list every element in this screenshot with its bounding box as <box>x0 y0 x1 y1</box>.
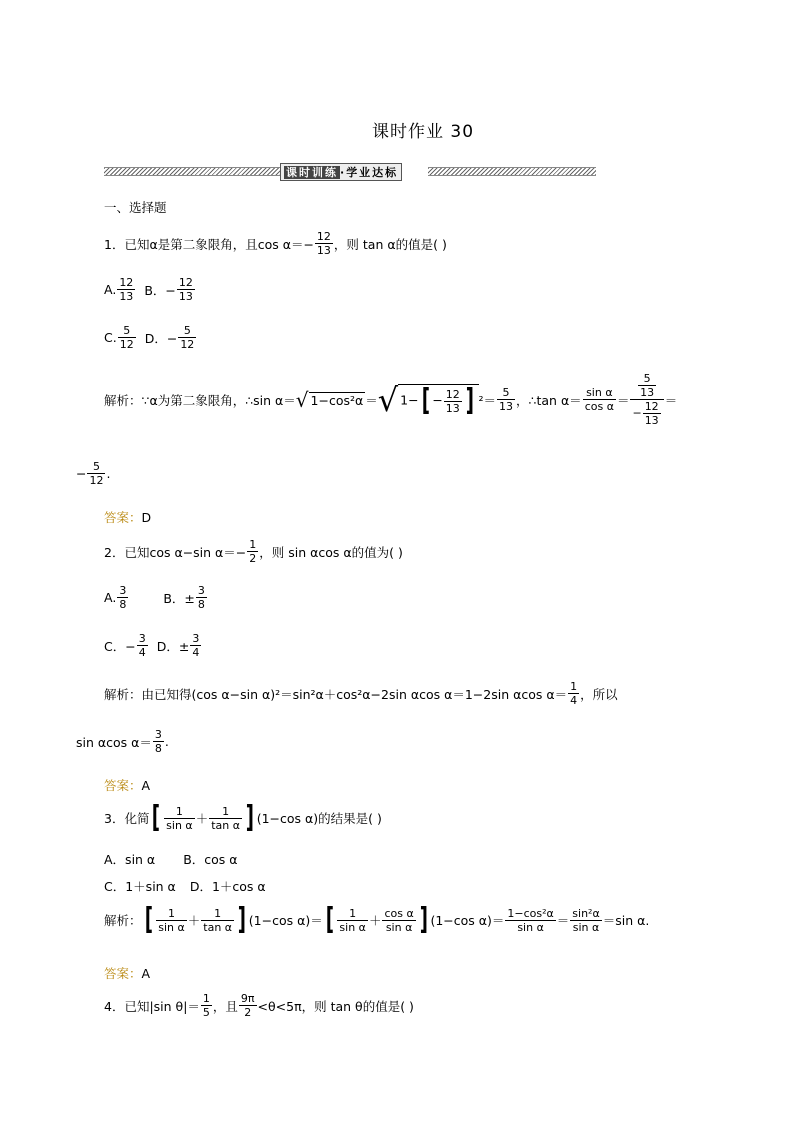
q1-stem-frac: $\frac{12}{13}$ <box>316 230 331 257</box>
q1-solution: 解析：∵α为第二象限角，∴sin α＝ √ 1−cos²α ＝ √ 1−[ − $\frac{12}{13}$ ] ²＝ $\frac{5}{13}$ ，∴tan α＝ $\frac{\text{sin α}}{\text{cos α}}$ ＝ $\frac{5}{13}$ − $\frac{12}{13}$ ＝ <box>104 372 678 427</box>
q3-answer: 答案：A <box>104 966 151 981</box>
q2-stem: 2．已知cos α−sin α＝− $\frac{1}{2}$ ，则 sin αcos α的值为( ) <box>104 538 403 565</box>
q2-solution-cont: sin αcos α＝ $\frac{3}{8}$ . <box>76 728 169 755</box>
banner-sep: · <box>340 166 347 179</box>
q1-options-ab: A. $\frac{12}{13}$ B．− $\frac{12}{13}$ <box>104 276 193 303</box>
q1-options-cd: C. $\frac{5}{12}$ D．− $\frac{5}{12}$ <box>104 324 195 351</box>
q2-solution: 解析：由已知得(cos α−sin α)²＝sin²α＋cos²α−2sin αcos α＝1−2sin αcos α＝ $\frac{1}{4}$ ，所以 <box>104 680 618 707</box>
q1-solution-cont: − $\frac{5}{12}$ . <box>76 460 111 487</box>
q4-stem: 4．已知|sin θ|＝ $\frac{1}{5}$ ，且 $\frac{9\pi}{2}$ <θ<5π，则 tan θ的值是( ) <box>104 992 414 1019</box>
q2-answer: 答案：A <box>104 778 151 793</box>
banner-hatch-left <box>104 167 280 176</box>
q3-stem: 3．化简 [ $\frac{1}{\text{sin α}}$ ＋ $\frac{1}{\text{tan α}}$ ] (1−cos α)的结果是( ) <box>104 800 382 835</box>
banner-hatch-right <box>428 167 596 176</box>
section-heading: 一、选择题 <box>104 200 167 215</box>
banner <box>280 163 402 181</box>
q3-solution: 解析： [ $\frac{1}{\text{sin α}}$ ＋ $\frac{1}{\text{tan α}}$ ] (1−cos α)＝ [ $\frac{1}{\text{sin α}}$ ＋ $\frac{\text{cos α}}{\text{sin α}}$ ] (1−cos α)＝ $\frac{\text{1−cos²α}}{\text{sin α}}$ ＝ $\frac{\text{sin²α}}{\text{sin α}}$ ＝sin α. <box>104 902 650 937</box>
q2-options-ab: A. $\frac{3}{8}$ B．± $\frac{3}{8}$ <box>104 584 205 611</box>
banner-left: 课时训练 <box>286 166 338 179</box>
q3-options-ab: A．sin α B．cos α <box>104 852 238 867</box>
q1-answer: 答案：D <box>104 510 152 525</box>
q1-stem: 1．已知α是第二象限角，且cos α＝− $\frac{12}{13}$ ，则 tan α的值是( ) <box>104 230 447 257</box>
banner-right: 学业达标 <box>346 166 399 179</box>
q3-options-cd: C．1＋sin α D．1＋cos α <box>104 879 266 894</box>
page-title: 课时作业 30 <box>372 122 475 142</box>
q2-options-cd: C．− $\frac{3}{4}$ D．± $\frac{3}{4}$ <box>104 632 200 659</box>
